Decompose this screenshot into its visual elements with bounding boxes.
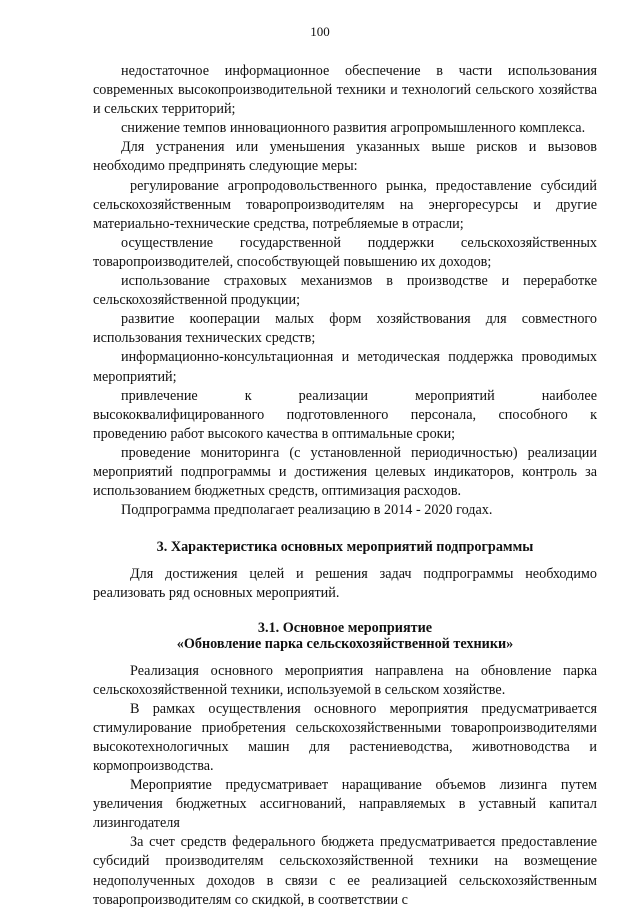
subsection-heading-line: 3.1. Основное мероприятие xyxy=(257,619,433,636)
paragraph: привлечение к реализации мероприятий наиболее высококвалифицированного подготовленного персонала, способного к проведению работ высокого качества в оптимальные сроки; xyxy=(93,387,597,442)
paragraph: Для достижения целей и решения задач подпрограммы необходимо реализовать ряд основных мероприятий. xyxy=(93,566,597,602)
subsection-heading-line: «Обновление парка сельскохозяйственной техники» xyxy=(176,635,514,652)
paragraph: Для устранения или уменьшения указанных выше рисков и вызовов необходимо предпринять следующие меры: xyxy=(93,139,597,175)
section-heading: 3. Характеристика основных мероприятий подпрограммы xyxy=(156,539,534,556)
paragraph: Подпрограмма предполагает реализацию в 2014 - 2020 годах. xyxy=(121,502,493,519)
paragraph: В рамках осуществления основного мероприятия предусматривается стимулирование приобретения сельскохозяйственными товаропроизводителями высокотехнологичных машин для растениеводства, животноводства и кормопроизводства. xyxy=(93,700,597,774)
paragraph: осуществление государственной поддержки сельскохозяйственных товаропроизводителей, способствующей повышению их доходов; xyxy=(93,234,597,270)
paragraph: Мероприятие предусматривает наращивание объемов лизинга путем увеличения бюджетных ассигнований, направляемых в уставный капитал лизингодателя xyxy=(93,777,597,832)
paragraph: проведение мониторинга (с установленной периодичностью) реализации мероприятий подпрограммы и достижения целевых индикаторов, контроль за использованием бюджетных средств, оптимизация расходов. xyxy=(93,444,597,500)
paragraph: развитие кооперации малых форм хозяйствования для совместного использования технических средств; xyxy=(93,311,597,347)
paragraph: За счет средств федерального бюджета предусматривается предоставление субсидий производителям сельскохозяйственной техники на возмещение недополученных доходов в связи с ее реализацией сельскохозяйственным товаропроизводителям со скидкой, в соответствии с xyxy=(93,834,597,908)
paragraph: регулирование агропродовольственного рынка, предоставление субсидий сельскохозяйственным товаропроизводителям на энергоресурсы и другие материально-технические средства, потребляемые в отрасли; xyxy=(93,177,597,232)
paragraph: недостаточное информационное обеспечение в части использования современных высокопроизводительной техники и технологий сельского хозяйства и сельских территорий; xyxy=(93,63,597,118)
document-body xyxy=(93,62,597,910)
paragraph: Реализация основного мероприятия направлена на обновление парка сельскохозяйственной техники, используемой в сельском хозяйстве. xyxy=(93,662,597,698)
paragraph: информационно-консультационная и методическая поддержка проводимых мероприятий; xyxy=(93,349,597,385)
paragraph: снижение темпов инновационного развития агропромышленного комплекса. xyxy=(121,120,586,137)
subsection-heading xyxy=(93,620,597,652)
page-number: 100 xyxy=(310,24,330,39)
paragraph: использование страховых механизмов в производстве и переработке сельскохозяйственной продукции; xyxy=(93,273,597,309)
